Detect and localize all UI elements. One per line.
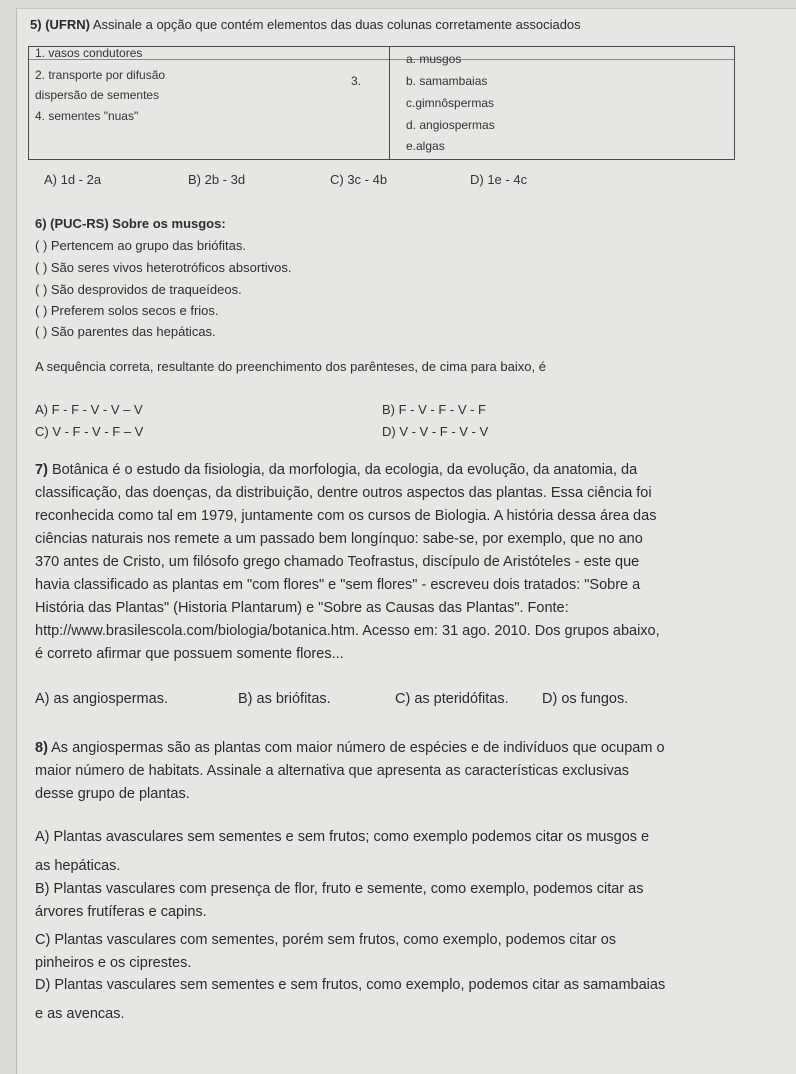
q8-line: maior número de habitats. Assinale a alternativa que apresenta as características exclusivas xyxy=(35,763,630,779)
q5-option-b: B) 2b - 3d xyxy=(188,172,246,187)
left-column-item: dispersão de sementes xyxy=(35,88,160,102)
q8-answer-line: árvores frutíferas e capins. xyxy=(35,904,207,920)
q5-option-d: D) 1e - 4c xyxy=(470,172,528,187)
q7-option-a: A) as angiospermas. xyxy=(35,691,168,707)
q6-statement: ( ) São desprovidos de traqueídeos. xyxy=(35,282,242,297)
q7-line: 370 antes de Cristo, um filósofo grego chamado Teofrastus, discípulo de Aristóteles - este que xyxy=(35,554,640,570)
q7-line: é correto afirmar que possuem somente flores... xyxy=(35,646,344,662)
q8-answer-line: as hepáticas. xyxy=(35,858,121,874)
table-column-divider xyxy=(389,47,390,159)
q5-header xyxy=(30,17,581,32)
right-column-item: e.algas xyxy=(406,139,445,153)
q7-line: http://www.brasilescola.com/biologia/botanica.htm. Acesso em: 31 ago. 2010. Dos grupos abaixo, xyxy=(35,623,660,639)
q5-association-table xyxy=(28,46,735,160)
left-column-item: 2. transporte por difusão xyxy=(35,68,166,82)
q7-line: reconhecida como tal em 1979, juntamente com os cursos de Biologia. A história dessa área das xyxy=(35,508,657,524)
q5-source: (UFRN) xyxy=(45,17,90,32)
left-column-item: 1. vasos condutores xyxy=(35,46,143,60)
right-column-item: c.gimnôspermas xyxy=(406,96,495,110)
left-column-item: 4. sementes "nuas" xyxy=(35,109,139,123)
q6-option-b: B) F - V - F - V - F xyxy=(382,402,486,417)
q8-answer-line: pinheiros e os ciprestes. xyxy=(35,955,192,971)
q7-option-c: C) as pteridófitas. xyxy=(395,691,509,707)
q7-option-d: D) os fungos. xyxy=(542,691,629,707)
right-column-item: d. angiospermas xyxy=(406,118,495,132)
q6-statement: ( ) Preferem solos secos e frios. xyxy=(35,303,219,318)
q8-answer-line: B) Plantas vasculares com presença de flor, fruto e semente, como exemplo, podemos citar as xyxy=(35,881,644,897)
q7-line: havia classificado as plantas em "com flores" e "sem flores" - escreveu dois tratados: "Sobre a xyxy=(35,577,641,593)
q8-number: 8) xyxy=(35,740,48,756)
q6-option-c: C) V - F - V - F – V xyxy=(35,424,144,439)
q5-option-c: C) 3c - 4b xyxy=(330,172,388,187)
q8-answer-line: A) Plantas avasculares sem sementes e sem frutos; como exemplo podemos citar os musgos e xyxy=(35,829,650,845)
q8-line xyxy=(35,740,665,756)
q7-line: ciências naturais nos remete a um passado bem longínquo: sabe-se, por exemplo, que no ano xyxy=(35,531,643,547)
q6-prompt: A sequência correta, resultante do preenchimento dos parênteses, de cima para baixo, é xyxy=(35,359,546,374)
q7-line-text: Botânica é o estudo da fisiologia, da morfologia, da ecologia, da evolução, da anatomia, da xyxy=(51,462,638,478)
q8-answer-line: D) Plantas vasculares sem sementes e sem frutos, como exemplo, podemos citar as samambaias xyxy=(35,977,666,993)
middle-mark: 3. xyxy=(351,74,362,88)
q7-number: 7) xyxy=(35,462,48,478)
q5-option-a: A) 1d - 2a xyxy=(44,172,102,187)
right-column-item: a. musgos xyxy=(406,52,462,66)
q8-line: desse grupo de plantas. xyxy=(35,786,190,802)
q8-answer-line: C) Plantas vasculares com sementes, porém sem frutos, como exemplo, podemos citar os xyxy=(35,932,617,948)
q7-line xyxy=(35,462,637,478)
q7-option-b: B) as briófitas. xyxy=(238,691,331,707)
q6-statement: ( ) São seres vivos heterotróficos absortivos. xyxy=(35,260,292,275)
q6-statement: ( ) São parentes das hepáticas. xyxy=(35,324,216,339)
q7-line: História das Plantas" (Historia Plantarum) e "Sobre as Causas das Plantas". Fonte: xyxy=(35,600,569,616)
q5-number: 5) xyxy=(30,17,42,32)
q6-title: 6) (PUC-RS) Sobre os musgos: xyxy=(35,216,226,231)
q6-statement: ( ) Pertencem ao grupo das briófitas. xyxy=(35,238,246,253)
right-column-item: b. samambaias xyxy=(406,74,488,88)
q8-answer-line: e as avencas. xyxy=(35,1006,125,1022)
q5-text: Assinale a opção que contém elementos das duas colunas corretamente associados xyxy=(92,17,581,32)
q6-option-a: A) F - F - V - V – V xyxy=(35,402,143,417)
q6-option-d: D) V - V - F - V - V xyxy=(382,424,489,439)
q8-line-text: As angiospermas são as plantas com maior número de espécies e de indivíduos que ocupam o xyxy=(51,740,665,756)
q7-line: classificação, das doenças, da distribuição, dentre outros aspectos das plantas. Essa ciência foi xyxy=(35,485,652,501)
